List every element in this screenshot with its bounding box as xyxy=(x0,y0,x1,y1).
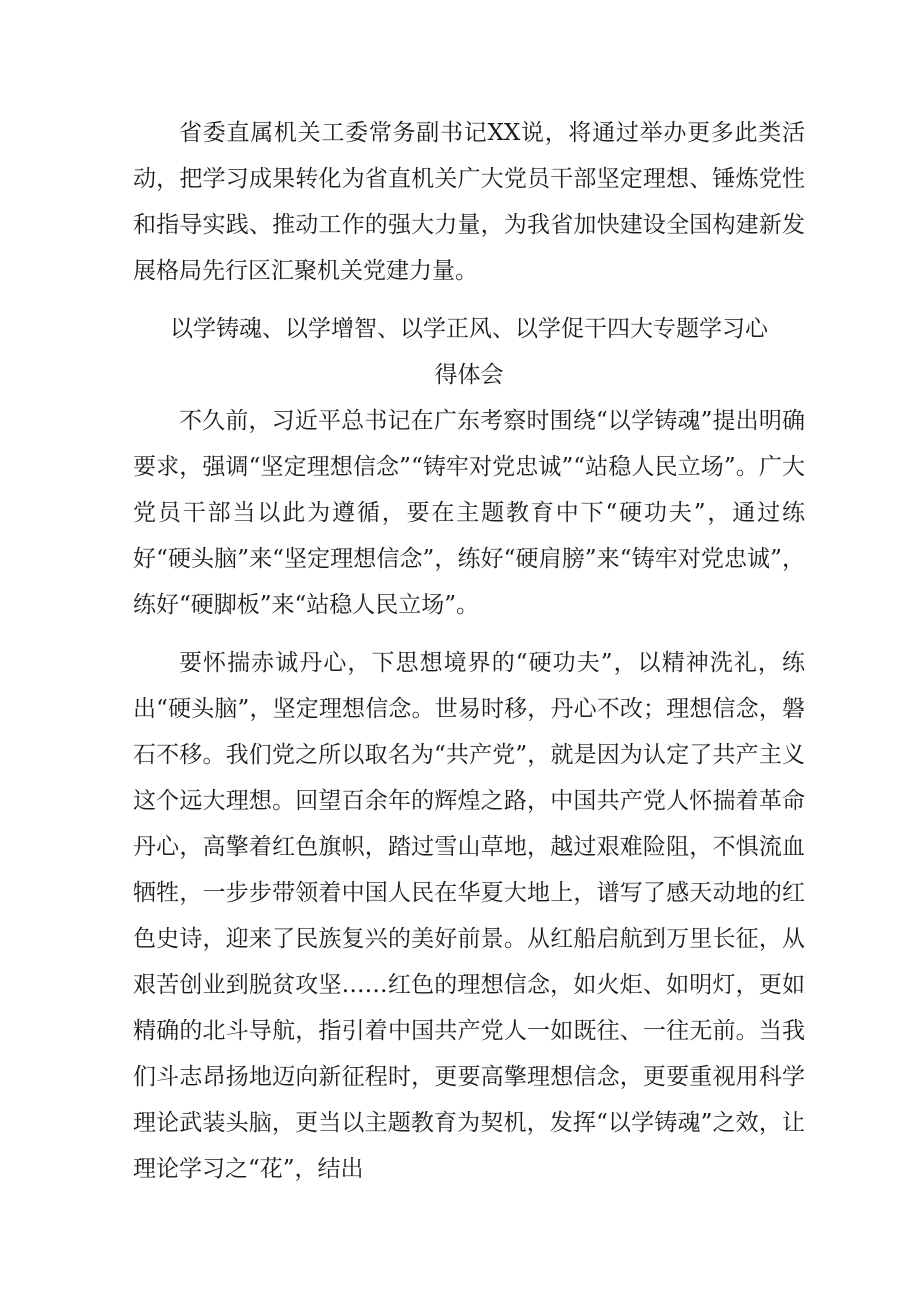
spacer xyxy=(133,628,805,640)
article-title-line-1: 以学铸魂、以学增智、以学正风、以学促干四大专题学习心 xyxy=(170,316,768,342)
intro-paragraph: 省委直属机关工委常务副书记XX说，将通过举办更多此类活动，把学习成果转化为省直机关广大党员干部坚定理想、锤炼党性和指导实践、推动工作的强大力量，为我省加快建设全国构建新发展格局先行区汇聚机关党建力量。 xyxy=(133,120,805,284)
body-paragraph-1: 不久前，习近平总书记在广东考察时围绕“以学铸魂”提出明确要求，强调“坚定理想信念”“铸牢对党忠诚”“站稳人民立场”。广大党员干部当以此为遵循，要在主题教育中下“硬功夫”，通过练好“硬头脑”来“坚定理想信念”，练好“硬肩膀”来“铸牢对党忠诚”，练好“硬脚板”来“站稳人民立场”。 xyxy=(133,408,805,618)
spacer xyxy=(133,294,805,306)
article-title-line-2: 得体会 xyxy=(434,362,504,388)
body-paragraph-2: 要怀揣赤诚丹心，下思想境界的“硬功夫”，以精神洗礼，练出“硬头脑”，坚定理想信念。世易时移，丹心不改；理想信念，磐石不移。我们党之所以取名为“共产党”，就是因为认定了共产主义这个远大理想。回望百余年的辉煌之路，中国共产党人怀揣着革命丹心，高擎着红色旗帜，踏过雪山草地，越过艰难险阻，不惧流血牺牲，一步步带领着中国人民在华夏大地上，谱写了感天动地的红色史诗，迎来了民族复兴的美好前景。从红船启航到万里长征，从艰苦创业到脱贫攻坚……红色的理想信念，如火炬、如明灯，更如精确的北斗导航，指引着中国共产党人一如既往、一往无前。当我们斗志昂扬地迈向新征程时，更要高擎理想信念，更要重视用科学理论武装头脑，更当以主题教育为契机，发挥“以学铸魂”之效，让理论学习之“花”，结出 xyxy=(133,650,805,1182)
document-body xyxy=(133,110,805,1192)
